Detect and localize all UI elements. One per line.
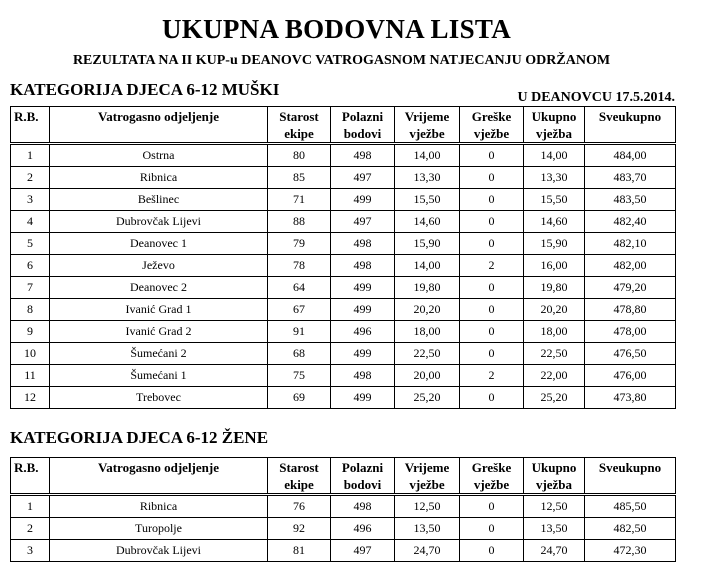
- header-line-1: Greške: [471, 460, 512, 475]
- col-polazni-cell: 497: [331, 167, 395, 189]
- header-line-1: Ukupno: [531, 460, 577, 475]
- table-row: [11, 233, 676, 255]
- header-line-2: vježbe: [473, 477, 510, 492]
- header-line-2: ekipe: [284, 477, 314, 492]
- header-line-2: vježbe: [409, 126, 445, 141]
- col-starost-cell: 64: [268, 277, 331, 299]
- col-rb-cell: 11: [11, 365, 50, 387]
- header-line-1: R.B.: [14, 109, 39, 124]
- col-sveukupno-cell: 478,00: [585, 321, 676, 343]
- col-odjeljenje-cell: Trebovec: [50, 387, 268, 409]
- page-title: UKUPNA BODOVNA LISTA: [161, 14, 512, 44]
- header-line-2: [50, 125, 267, 142]
- col-polazni-cell: 496: [331, 321, 395, 343]
- col-odjeljenje-cell: Ribnica: [50, 495, 268, 518]
- col-ukupno-cell: 19,80: [524, 277, 585, 299]
- col-rb-cell: 10: [11, 343, 50, 365]
- col-polazni-cell: 498: [331, 144, 395, 167]
- col-vrijeme-cell: 13,50: [395, 518, 460, 540]
- col-starost-cell: 76: [268, 495, 331, 518]
- header-line-1: Sveukupno: [598, 109, 662, 124]
- results-table-boys: [10, 106, 676, 409]
- col-greske-cell: 0: [460, 299, 524, 321]
- header-line-2: [14, 476, 49, 493]
- col-vrijeme-cell: 13,30: [395, 167, 460, 189]
- col-rb-cell: 3: [11, 540, 50, 562]
- col-sveukupno-cell: 472,30: [585, 540, 676, 562]
- col-sveukupno-header: [585, 458, 676, 495]
- col-ukupno-cell: 25,20: [524, 387, 585, 409]
- header-line-1: Vatrogasno odjeljenje: [98, 460, 219, 475]
- col-vrijeme-header: [395, 458, 460, 495]
- col-rb-cell: 6: [11, 255, 50, 277]
- col-ukupno-cell: 18,00: [524, 321, 585, 343]
- col-odjeljenje-header: [50, 107, 268, 144]
- col-sveukupno-cell: 484,00: [585, 144, 676, 167]
- col-polazni-cell: 498: [331, 233, 395, 255]
- col-ukupno-cell: 15,50: [524, 189, 585, 211]
- table-row: [11, 255, 676, 277]
- col-odjeljenje-cell: Ivanić Grad 1: [50, 299, 268, 321]
- col-starost-cell: 68: [268, 343, 331, 365]
- col-sveukupno-cell: 483,70: [585, 167, 676, 189]
- col-polazni-cell: 499: [331, 299, 395, 321]
- col-sveukupno-header: [585, 107, 676, 144]
- col-rb-cell: 7: [11, 277, 50, 299]
- col-greske-cell: 0: [460, 189, 524, 211]
- header-line-2: [50, 476, 267, 493]
- col-vrijeme-cell: 24,70: [395, 540, 460, 562]
- table-row: [11, 144, 676, 167]
- col-polazni-cell: 498: [331, 495, 395, 518]
- category-heading-girls: KATEGORIJA DJECA 6-12 ŽENE: [10, 428, 269, 447]
- header-line-2: vježbe: [473, 126, 510, 141]
- col-rb-cell: 3: [11, 189, 50, 211]
- col-starost-cell: 67: [268, 299, 331, 321]
- table-row: [11, 387, 676, 409]
- col-vrijeme-cell: 15,90: [395, 233, 460, 255]
- col-ukupno-cell: 14,60: [524, 211, 585, 233]
- col-sveukupno-cell: 483,50: [585, 189, 676, 211]
- col-starost-cell: 78: [268, 255, 331, 277]
- col-rb-cell: 12: [11, 387, 50, 409]
- col-rb-cell: 9: [11, 321, 50, 343]
- header-line-1: Greške: [471, 109, 512, 124]
- col-vrijeme-cell: 12,50: [395, 495, 460, 518]
- col-vrijeme-cell: 19,80: [395, 277, 460, 299]
- col-greske-cell: 0: [460, 211, 524, 233]
- col-starost-cell: 71: [268, 189, 331, 211]
- table-row: [11, 343, 676, 365]
- col-odjeljenje-cell: Deanovec 1: [50, 233, 268, 255]
- col-polazni-cell: 499: [331, 277, 395, 299]
- col-rb-header: [11, 458, 50, 495]
- col-sveukupno-cell: 482,10: [585, 233, 676, 255]
- col-greske-cell: 0: [460, 495, 524, 518]
- col-greske-cell: 0: [460, 144, 524, 167]
- col-odjeljenje-cell: Ivanić Grad 2: [50, 321, 268, 343]
- table-header-row: [11, 458, 676, 495]
- col-greske-cell: 0: [460, 321, 524, 343]
- col-vrijeme-cell: 18,00: [395, 321, 460, 343]
- header-line-1: Vrijeme: [404, 109, 450, 124]
- col-greske-cell: 0: [460, 233, 524, 255]
- header-line-1: Starost: [279, 109, 319, 124]
- col-polazni-cell: 497: [331, 211, 395, 233]
- col-odjeljenje-cell: Šumećani 1: [50, 365, 268, 387]
- col-polazni-cell: 496: [331, 518, 395, 540]
- col-ukupno-header: [524, 107, 585, 144]
- col-starost-cell: 80: [268, 144, 331, 167]
- col-odjeljenje-cell: Ostrna: [50, 144, 268, 167]
- col-starost-cell: 88: [268, 211, 331, 233]
- col-starost-cell: 79: [268, 233, 331, 255]
- page-subtitle: REZULTATA NA II KUP-u DEANOVC VATROGASNOM NATJECANJU ODRŽANOM: [72, 53, 611, 68]
- col-rb-cell: 2: [11, 167, 50, 189]
- col-ukupno-cell: 22,50: [524, 343, 585, 365]
- header-line-2: [585, 125, 675, 142]
- col-ukupno-cell: 14,00: [524, 144, 585, 167]
- col-starost-header: [268, 458, 331, 495]
- col-starost-cell: 91: [268, 321, 331, 343]
- table-row: [11, 365, 676, 387]
- col-sveukupno-cell: 485,50: [585, 495, 676, 518]
- col-ukupno-cell: 15,90: [524, 233, 585, 255]
- col-odjeljenje-cell: Ježevo: [50, 255, 268, 277]
- category-heading-boys: KATEGORIJA DJECA 6-12 MUŠKI: [10, 80, 280, 99]
- table-row: [11, 211, 676, 233]
- table-row: [11, 167, 676, 189]
- col-odjeljenje-cell: Bešlinec: [50, 189, 268, 211]
- table-row: [11, 540, 676, 562]
- col-starost-cell: 81: [268, 540, 331, 562]
- col-vrijeme-cell: 15,50: [395, 189, 460, 211]
- header-line-1: Vatrogasno odjeljenje: [98, 109, 219, 124]
- col-ukupno-cell: 20,20: [524, 299, 585, 321]
- col-sveukupno-cell: 473,80: [585, 387, 676, 409]
- col-sveukupno-cell: 482,50: [585, 518, 676, 540]
- col-polazni-cell: 499: [331, 189, 395, 211]
- col-sveukupno-cell: 482,40: [585, 211, 676, 233]
- col-ukupno-cell: 12,50: [524, 495, 585, 518]
- col-greske-cell: 2: [460, 365, 524, 387]
- col-greske-cell: 0: [460, 343, 524, 365]
- col-polazni-cell: 498: [331, 365, 395, 387]
- table-row: [11, 299, 676, 321]
- header-line-2: vježba: [535, 126, 573, 141]
- col-vrijeme-header: [395, 107, 460, 144]
- col-rb-header: [11, 107, 50, 144]
- col-ukupno-header: [524, 458, 585, 495]
- col-rb-cell: 1: [11, 144, 50, 167]
- results-table-girls: [10, 457, 676, 562]
- col-ukupno-cell: 13,50: [524, 518, 585, 540]
- col-rb-cell: 2: [11, 518, 50, 540]
- col-odjeljenje-header: [50, 458, 268, 495]
- col-greske-cell: 0: [460, 277, 524, 299]
- col-starost-cell: 85: [268, 167, 331, 189]
- table-row: [11, 518, 676, 540]
- col-polazni-cell: 498: [331, 255, 395, 277]
- col-starost-cell: 92: [268, 518, 331, 540]
- col-ukupno-cell: 22,00: [524, 365, 585, 387]
- header-line-1: Vrijeme: [404, 460, 450, 475]
- col-vrijeme-cell: 14,60: [395, 211, 460, 233]
- col-odjeljenje-cell: Dubrovčak Lijevi: [50, 211, 268, 233]
- header-line-2: [14, 125, 49, 142]
- col-vrijeme-cell: 20,20: [395, 299, 460, 321]
- col-rb-cell: 8: [11, 299, 50, 321]
- table-row: [11, 495, 676, 518]
- col-polazni-header: [331, 458, 395, 495]
- col-polazni-header: [331, 107, 395, 144]
- col-sveukupno-cell: 476,00: [585, 365, 676, 387]
- col-greske-header: [460, 107, 524, 144]
- table-row: [11, 321, 676, 343]
- header-line-1: Polazni: [341, 460, 384, 475]
- col-ukupno-cell: 13,30: [524, 167, 585, 189]
- col-vrijeme-cell: 25,20: [395, 387, 460, 409]
- col-polazni-cell: 499: [331, 343, 395, 365]
- col-greske-cell: 2: [460, 255, 524, 277]
- col-greske-cell: 0: [460, 540, 524, 562]
- col-vrijeme-cell: 14,00: [395, 255, 460, 277]
- col-odjeljenje-cell: Turopolje: [50, 518, 268, 540]
- header-line-2: vježba: [535, 477, 573, 492]
- col-rb-cell: 1: [11, 495, 50, 518]
- col-polazni-cell: 497: [331, 540, 395, 562]
- col-greske-cell: 0: [460, 167, 524, 189]
- col-rb-cell: 4: [11, 211, 50, 233]
- col-odjeljenje-cell: Ribnica: [50, 167, 268, 189]
- col-odjeljenje-cell: Šumećani 2: [50, 343, 268, 365]
- col-ukupno-cell: 24,70: [524, 540, 585, 562]
- col-sveukupno-cell: 478,80: [585, 299, 676, 321]
- header-line-1: Starost: [279, 460, 319, 475]
- col-ukupno-cell: 16,00: [524, 255, 585, 277]
- col-greske-cell: 0: [460, 518, 524, 540]
- col-odjeljenje-cell: Dubrovčak Lijevi: [50, 540, 268, 562]
- col-starost-cell: 69: [268, 387, 331, 409]
- header-line-1: Sveukupno: [598, 460, 662, 475]
- col-vrijeme-cell: 22,50: [395, 343, 460, 365]
- header-line-2: bodovi: [343, 126, 382, 141]
- col-vrijeme-cell: 20,00: [395, 365, 460, 387]
- header-line-2: [585, 476, 675, 493]
- header-line-2: vježbe: [409, 477, 445, 492]
- col-starost-cell: 75: [268, 365, 331, 387]
- col-greske-cell: 0: [460, 387, 524, 409]
- header-line-2: ekipe: [284, 126, 314, 141]
- col-greske-header: [460, 458, 524, 495]
- col-odjeljenje-cell: Deanovec 2: [50, 277, 268, 299]
- header-line-1: R.B.: [14, 460, 39, 475]
- header-line-1: Polazni: [341, 109, 384, 124]
- col-sveukupno-cell: 482,00: [585, 255, 676, 277]
- col-vrijeme-cell: 14,00: [395, 144, 460, 167]
- col-sveukupno-cell: 479,20: [585, 277, 676, 299]
- table-header-row: [11, 107, 676, 144]
- table-row: [11, 189, 676, 211]
- col-rb-cell: 5: [11, 233, 50, 255]
- col-polazni-cell: 499: [331, 387, 395, 409]
- col-sveukupno-cell: 476,50: [585, 343, 676, 365]
- header-line-1: Ukupno: [531, 109, 577, 124]
- header-line-2: bodovi: [343, 477, 382, 492]
- table-row: [11, 277, 676, 299]
- col-starost-header: [268, 107, 331, 144]
- place-date: U DEANOVCU 17.5.2014.: [517, 90, 675, 105]
